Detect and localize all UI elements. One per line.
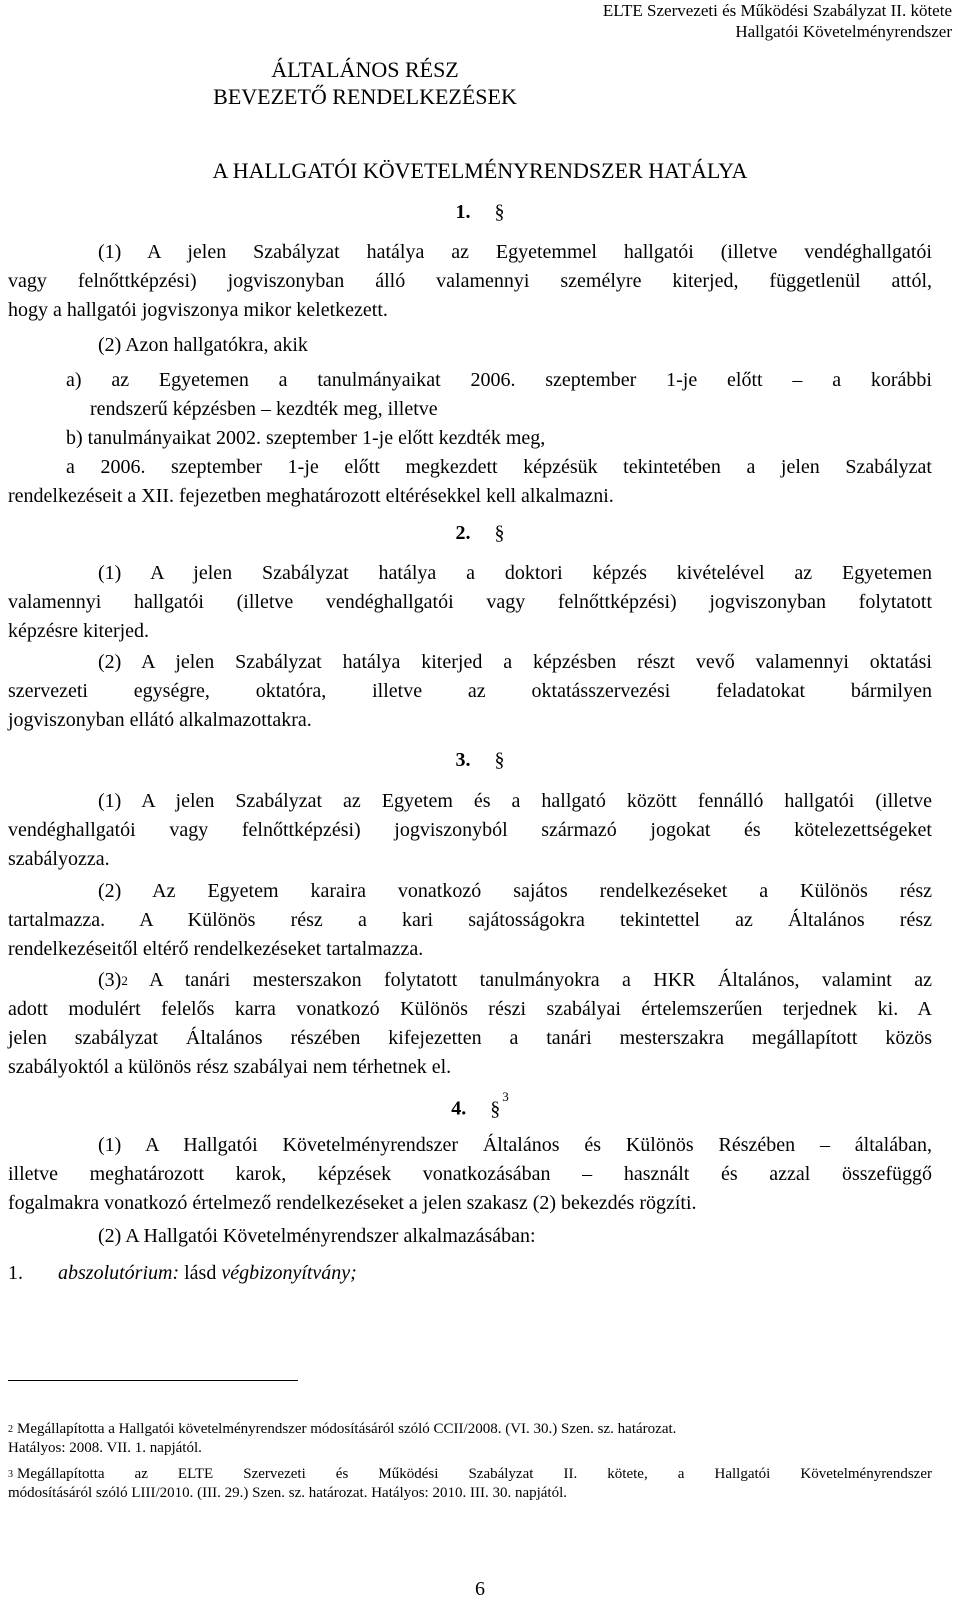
text-line [8,966,932,995]
text-line: (1) A Hallgatói Követelményrendszer Általános és Különös Részében – általában, [98,1134,932,1156]
text-line: rendszerű képzésben – kezdték meg, illetve [90,398,438,420]
section-sign [490,1089,509,1120]
text-line: jelen szabályzat Általános részében kifejezetten a tanári mesterszakra megállapított közös [8,1027,932,1049]
paragraph-number: 2. [455,522,471,544]
text-line: hogy a hallgatói jogviszonya mikor keletkezett. [8,299,388,321]
text-line: (2) Azon hallgatókra, akik [98,334,308,356]
paragraph-number-1 [0,201,960,224]
text-line: vendéghallgatói vagy felnőttképzési) jogviszonyból származó jogokat és kötelezettségeket [8,819,932,841]
paragraph-number: 4. [451,1097,467,1120]
paragraph-number: 1. [455,201,471,223]
footnote-text: Megállapította a Hallgatói követelményrendszer módosításáról szóló CCII/2008. (VI. 30.) Szen. sz. határozat. [17,1421,677,1437]
text-line: a 2006. szeptember 1-je előtt megkezdett képzésük tekintetében a jelen Szabályzat [66,456,932,478]
paragraph-3-subsection-1 [8,787,932,874]
item-number: 1. [8,1262,23,1284]
definition-item-1 [8,1259,932,1288]
paragraph-1-subsection-2 [8,331,932,360]
footnote-mark: 3 [8,1469,13,1480]
text-line: illetve meghatározott karok, képzések vonatkozásában – használt és azzal összefüggő [8,1163,932,1185]
text-line: (2) A Hallgatói Követelményrendszer alkalmazásában: [98,1225,536,1247]
page-number: 6 [475,1578,485,1600]
text-line: szabályoktól a különös rész szabályai nem térhetnek el. [8,1056,452,1078]
footnote-text: Megállapította az ELTE Szervezeti és Működési Szabályzat II. kötete, a Hallgatói Követelményrendszer [17,1466,932,1482]
text-line: (2) Az Egyetem karaira vonatkozó sajátos rendelkezéseket a Különös rész [98,880,932,902]
text-line: Hatályos: 2008. VII. 1. napjától. [8,1440,202,1456]
header-title: ELTE Szervezeti és Működési Szabályzat II. kötete [602,1,952,20]
defined-term: abszolutórium: [58,1262,180,1284]
text-line: szervezeti egységre, oktatóra, illetve az oktatásszervezési feladatokat bármilyen [8,680,932,702]
footnote-separator [8,1380,298,1381]
running-header [603,0,952,42]
text-line: (1) A jelen Szabályzat hatálya az Egyetemmel hallgatói (illetve vendéghallgatói [98,241,932,263]
paragraph-2-subsection-2 [8,648,932,735]
text-line: jogviszonyban ellátó alkalmazottakra. [8,709,312,731]
paragraph-1-tail [8,453,932,511]
paragraph-3-subsection-3 [8,966,932,1082]
text-line: módosításáról szóló LIII/2010. (III. 29.) Szen. sz. határozat. Hatályos: 2010. III. 30. napjától. [8,1485,568,1501]
text-line [8,1465,932,1484]
paragraph-2-subsection-1 [8,559,932,646]
section-sign: § [494,201,505,223]
paragraph-4-subsection-1 [8,1131,932,1218]
text-line: rendelkezéseit a XII. fejezetben meghatározott eltérésekkel kell alkalmazni. [8,485,614,507]
section-sign-glyph: § [490,1097,501,1120]
text-line: (1) A jelen Szabályzat hatálya a doktori képzés kivételével az Egyetemen [98,562,932,584]
footnote-ref: 2 [121,973,128,988]
section-sign: § [494,749,505,771]
text-line: (1) A jelen Szabályzat az Egyetem és a hallgató között fennálló hallgatói (illetve [98,790,932,812]
paragraph-1-subsection-1 [8,238,932,325]
text-fragment: A tanári mesterszakon folytatott tanulmányokra a HKR Általános, valamint az [127,969,932,991]
cross-reference: végbizonyítvány; [221,1262,357,1284]
paragraph-4-subsection-2 [8,1222,932,1251]
text-fragment: lásd [179,1262,222,1284]
text-line: vagy felnőttképzési) jogviszonyban álló valamennyi személyre kiterjed, függetlenül attól, [8,270,932,292]
text-line [8,1259,932,1288]
header-subtitle: Hallgatói Követelményrendszer [735,22,952,41]
text-line: b) tanulmányaikat 2002. szeptember 1-je előtt kezdték meg, [66,427,546,449]
text-line: adott modulért felelős karra vonatkozó Különös részi szabályai értelemszerűen terjednek ki. A [8,998,932,1020]
text-line: képzésre kiterjed. [8,620,150,642]
text-line: szabályozza. [8,848,110,870]
list-item-b [8,424,932,453]
paragraph-number-2 [0,522,960,545]
footnote-ref: 3 [502,1089,509,1104]
footnote-2 [8,1420,932,1458]
text-line: fogalmakra vonatkozó értelmező rendelkezéseket a jelen szakasz (2) bekezdés rögzíti. [8,1192,697,1214]
text-line: tartalmazza. A Különös rész a kari sajátosságokra tekintettel az Általános rész [8,909,932,931]
text-line [8,1420,932,1439]
text-line: a) az Egyetemen a tanulmányaikat 2006. szeptember 1-je előtt – a korábbi [66,369,932,391]
heading-general: ÁLTALÁNOS RÉSZ [271,57,459,82]
text-line: rendelkezéseitől eltérő rendelkezéseket tartalmazza. [8,938,424,960]
footnote-mark: 2 [8,1424,13,1435]
footnote-3 [8,1465,932,1503]
paragraph-number: 3. [455,749,471,771]
text-line: (2) A jelen Szabályzat hatálya kiterjed a képzésben részt vevő valamennyi oktatási [98,651,932,673]
section-sign: § [494,522,505,544]
section-title: A HALLGATÓI KÖVETELMÉNYRENDSZER HATÁLYA [212,158,748,183]
subsection-mark: (3) [98,969,122,991]
paragraph-number-3 [0,749,960,772]
heading-intro: BEVEZETŐ RENDELKEZÉSEK [213,84,517,109]
paragraph-number-4 [0,1089,960,1121]
list-item-a [8,366,932,424]
part-heading [0,56,730,110]
text-line: valamennyi hallgatói (illetve vendéghallgatói vagy felnőttképzési) jogviszonyban folytatott [8,591,932,613]
paragraph-3-subsection-2 [8,877,932,964]
